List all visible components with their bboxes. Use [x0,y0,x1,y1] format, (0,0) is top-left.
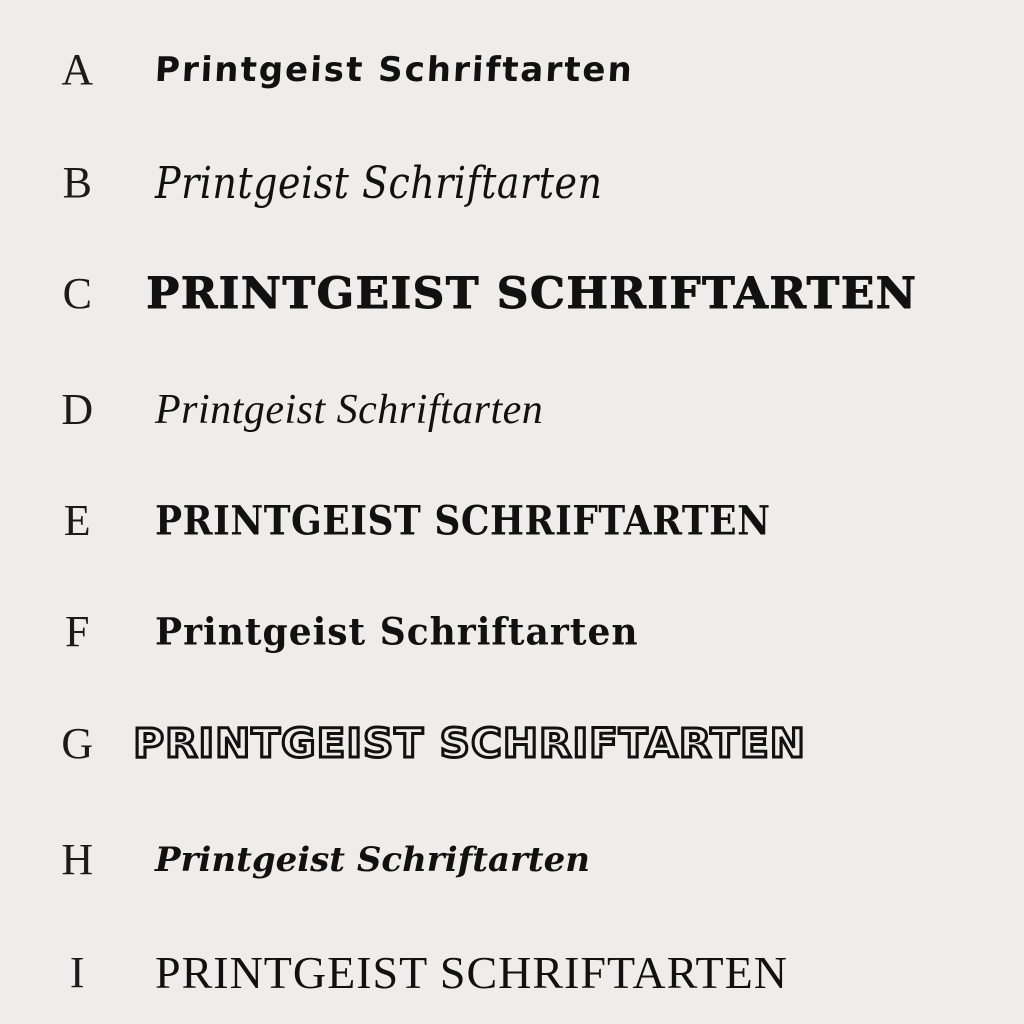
font-option-sample-g: PRINTGEIST SCHRIFTARTEN [133,721,807,767]
font-option-sample-d: Printgeist Schriftarten [155,387,544,433]
font-option-row-b[interactable] [0,152,1024,214]
font-option-row-a[interactable] [0,40,1024,100]
font-option-letter-a: A [61,45,94,94]
font-option-letter-h: H [61,835,94,884]
font-option-letter-e: E [63,496,92,545]
font-option-row-f[interactable] [0,600,1024,664]
font-option-row-d[interactable] [0,378,1024,442]
font-option-sample-a: Printgeist Schriftarten [153,50,635,90]
font-option-sample-b: Printgeist Schriftarten [155,157,603,209]
font-option-letter-g: G [61,719,94,768]
font-option-letter-f: F [65,607,90,656]
font-option-sample-f: Printgeist Schriftarten [155,609,639,655]
font-option-sample-e: PRINTGEIST SCHRIFTARTEN [155,497,771,545]
font-option-sample-c: PRINTGEIST SCHRIFTARTEN [146,268,918,319]
font-option-letter-c: C [62,269,93,318]
font-option-letter-i: I [69,948,86,997]
font-option-letter-d: D [61,385,94,434]
font-option-letter-b: B [62,158,93,207]
font-option-row-e[interactable] [0,490,1024,552]
font-option-row-c[interactable] [0,260,1024,328]
font-option-sample-i: PRINTGEIST SCHRIFTARTEN [155,947,788,998]
font-option-sample-h: Printgeist Schriftarten [155,840,590,880]
font-option-row-h[interactable] [0,830,1024,890]
font-option-row-i[interactable] [0,940,1024,1006]
font-option-row-g[interactable] [0,712,1024,776]
